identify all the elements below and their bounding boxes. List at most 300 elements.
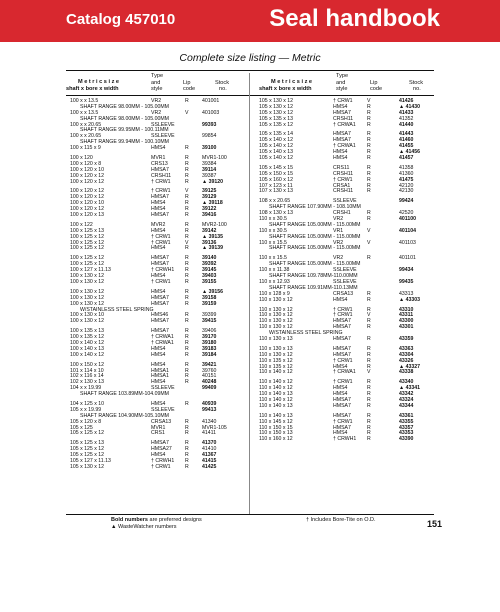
size-cell: 100 x 120 x 13 xyxy=(70,212,105,219)
lip-cell: R xyxy=(367,296,371,303)
size-cell: 108 x 130 x 13 xyxy=(259,210,294,217)
stock-number-cell: ▲ 43327 xyxy=(399,363,421,370)
size-cell: 110 x x 15.5 xyxy=(259,255,287,262)
size-row xyxy=(259,404,437,410)
lip-cell: R xyxy=(185,155,189,162)
size-cell: 105 x 130 x 12 xyxy=(259,98,294,104)
type-cell: † CRWA1 xyxy=(333,143,356,150)
stock-number-cell: ▲ 39156 xyxy=(202,288,224,295)
size-cell: 100 x 115 x 9 xyxy=(70,145,101,152)
type-cell: † CRWA1 xyxy=(151,339,174,346)
stock-number-cell: 43310 xyxy=(399,306,414,313)
type-cell: HMS4 xyxy=(151,273,166,280)
size-cell: 110 x 130 x 12 xyxy=(259,324,293,331)
lip-cell: R xyxy=(185,424,189,431)
size-cell: 105 x 125 xyxy=(70,424,93,431)
type-cell: CRSH11 xyxy=(333,115,354,122)
boretite-note: † Includes Bore-Tite on O.D. xyxy=(306,517,376,523)
stock-number-cell: 39760 xyxy=(202,367,217,374)
type-cell: † CRW1 xyxy=(333,176,353,183)
size-cell: 105 x 140 x 13 xyxy=(259,149,294,156)
range-note-text: SHAFT RANGE 105.00MM - 115.00MM xyxy=(269,221,361,228)
stock-number-cell: ▲ 39118 xyxy=(202,200,223,207)
type-cell: SSLEEVE xyxy=(151,121,175,128)
type-cell: † CRW1 xyxy=(333,357,353,364)
type-cell: CRSA1 xyxy=(333,182,351,189)
size-cell: 100 x 130 x 12 xyxy=(70,288,105,295)
catalog-number: Catalog 457010 xyxy=(66,11,176,28)
type-cell: HMSA7 xyxy=(151,318,169,325)
type-cell: CRSH11 xyxy=(333,188,354,195)
type-cell: † CRWH1 xyxy=(333,436,357,443)
stock-number-cell: ▲ 39120 xyxy=(202,178,224,185)
lip-cell: R xyxy=(185,206,189,213)
size-cell: 110 x 130 x 12 xyxy=(259,351,293,358)
lip-cell: V xyxy=(185,239,189,246)
stock-header-line2: no. xyxy=(413,86,421,93)
lip-cell: R xyxy=(367,379,371,386)
lip-cell: R xyxy=(367,363,371,370)
lip-cell: R xyxy=(185,255,189,262)
size-cell: 110 x 130 x 12 xyxy=(259,312,293,319)
size-cell: 110 x 140 x 12 xyxy=(259,369,293,376)
stock-number-cell: 39140 xyxy=(202,255,217,262)
size-cell: 100 x 150 x 12 xyxy=(70,361,105,368)
stock-number-cell: 43338 xyxy=(399,369,414,376)
type-cell: MVR1 xyxy=(151,155,166,162)
type-cell: HMSA7 xyxy=(333,345,351,352)
size-cell: 110 x 130 x 13 xyxy=(259,335,293,342)
stock-number-cell: 39184 xyxy=(202,351,217,358)
size-cell: 105 x 130 x 12 xyxy=(70,463,105,470)
lip-cell: R xyxy=(367,103,371,110)
type-cell: † CRWH1 xyxy=(151,457,175,464)
column-header-left xyxy=(66,73,246,97)
stock-number-cell: 41455 xyxy=(399,143,414,150)
stock-number-cell: 39170 xyxy=(202,334,217,341)
type-cell: HMSA7 xyxy=(151,255,169,262)
size-cell: 110 x x 30.5 xyxy=(259,227,287,234)
size-cell: 110 x 140 x 12 xyxy=(259,396,293,403)
type-cell: † CRW1 xyxy=(333,418,353,425)
type-cell: HMSA1 xyxy=(151,367,169,374)
wastewatcher-note: ▲ WasteWatcher numbers xyxy=(111,523,177,530)
type-cell: † CRW1 xyxy=(151,278,171,285)
type-cell: HMS4 xyxy=(151,379,166,386)
size-cell: 100 x x 13.5 xyxy=(70,98,99,104)
lip-cell: R xyxy=(185,339,189,346)
type-cell: SSLEEVE xyxy=(151,133,175,140)
lip-cell: R xyxy=(185,227,189,234)
stock-number-cell: 41360 xyxy=(399,170,414,177)
stock-number-cell: 41415 xyxy=(202,457,217,464)
lip-cell: R xyxy=(367,430,371,437)
stock-number-cell: 39158 xyxy=(202,294,217,301)
lip-cell: R xyxy=(185,233,189,240)
size-row xyxy=(70,353,246,359)
type-cell: HMS4 xyxy=(151,345,166,352)
type-cell: HMS4 xyxy=(151,206,166,213)
stock-number-cell: 43353 xyxy=(399,430,414,437)
lip-cell: V xyxy=(367,369,371,376)
type-cell: VR2 xyxy=(151,109,162,116)
size-cell: 100 x 125 x 12 xyxy=(70,255,105,262)
stock-number-cell: 39100 xyxy=(202,145,217,152)
lip-cell: R xyxy=(367,176,371,183)
type-header-line1: Type xyxy=(336,73,349,79)
lip-cell: R xyxy=(185,440,189,447)
range-note-text: SHAFT RANGE 105.00MM - 115.00MM xyxy=(269,233,361,240)
size-row xyxy=(259,298,437,304)
stock-number-cell: 39384 xyxy=(202,160,217,167)
type-cell: MVR2 xyxy=(151,221,166,228)
type-cell: HMSA7 xyxy=(333,402,351,409)
lip-cell: R xyxy=(367,412,371,419)
type-cell: HMSA7 xyxy=(151,212,169,219)
size-cell: 104 x x 19.99 xyxy=(70,385,102,392)
size-cell: 100 x x 20.65 xyxy=(70,121,102,128)
type-cell: † CRWA1 xyxy=(151,334,174,341)
stock-number-cell: 43326 xyxy=(399,357,414,364)
stock-number-cell: 39125 xyxy=(202,188,217,195)
size-row xyxy=(259,123,437,129)
type-cell: CRSH11 xyxy=(333,170,354,177)
stock-number-cell: 401100 xyxy=(399,216,417,223)
size-cell: 105 x 125 x 12 xyxy=(70,446,105,453)
size-row xyxy=(259,337,437,343)
stock-number-cell: 39142 xyxy=(202,227,217,234)
type-cell: VR2 xyxy=(333,255,344,262)
lip-cell: R xyxy=(367,109,371,116)
range-note-text: SHAFT RANGE 103.89MM-104.09MM xyxy=(80,391,169,398)
lip-cell: R xyxy=(185,98,189,104)
type-cell: CRS13 xyxy=(151,160,168,167)
stock-number-cell: ▲ 41456 xyxy=(399,149,421,156)
lip-cell: R xyxy=(185,328,189,335)
type-cell: HMSA7 xyxy=(151,294,169,301)
lip-cell: V xyxy=(367,239,371,246)
bold-note-strong: Bold numbers xyxy=(111,517,148,523)
range-note-text: SHAFT RANGE 109.78MM-110.00MM xyxy=(269,273,358,280)
size-cell: 105 x 130 x 12 xyxy=(259,109,294,116)
stock-number-cell: 43342 xyxy=(399,391,414,398)
type-cell: † CRW1 xyxy=(151,239,171,246)
size-header-line2: shaft x bore x width xyxy=(66,86,119,92)
size-row xyxy=(70,280,246,286)
size-row xyxy=(259,370,437,376)
stock-number-cell: 39416 xyxy=(202,212,217,219)
size-cell: 100 x 120 x 10 xyxy=(70,200,105,207)
stock-number-cell: 99434 xyxy=(399,267,414,274)
stock-number-cell: 42520 xyxy=(399,210,414,217)
size-row xyxy=(259,189,437,195)
size-cell: 110 x 130 x 12 xyxy=(259,296,293,303)
size-cell: 110 x 140 x 13 xyxy=(259,412,293,419)
size-cell: 100 x 120 x 12 xyxy=(70,178,105,185)
stock-number-cell: 41358 xyxy=(399,164,414,171)
size-cell: 102 x 130 x 13 xyxy=(70,379,105,386)
stock-number-cell: ▲ 43341 xyxy=(399,385,421,392)
stock-number-cell: 42130 xyxy=(399,188,414,195)
size-cell: 105 x 135 x 13 xyxy=(259,115,294,122)
lip-header-line2: code xyxy=(370,86,383,93)
column-divider xyxy=(249,73,250,514)
stock-header-line2: no. xyxy=(219,86,227,93)
lip-cell: R xyxy=(185,160,189,167)
size-cell: 100 x 120 x 12 xyxy=(70,172,105,179)
stock-number-cell: 43304 xyxy=(399,351,414,358)
size-cell: 108 x x 20.65 xyxy=(259,198,291,205)
size-cell: 100 x 120 x 12 xyxy=(70,188,105,195)
column-header-right xyxy=(259,73,439,97)
range-note-text: SHAFT RANGE 105.00MM - 115.00MM xyxy=(269,245,361,252)
type-cell: HMS4 xyxy=(333,385,348,392)
size-cell: 100 x 130 x 10 xyxy=(70,312,105,319)
type-cell: HMSA7 xyxy=(333,318,351,325)
stock-header-line1: Stock xyxy=(409,79,423,86)
stock-number-cell: 99409 xyxy=(202,385,217,392)
stock-number-cell: 43301 xyxy=(399,324,414,331)
type-cell: HMS4 xyxy=(333,103,348,110)
type-cell: HMSA7 xyxy=(151,300,169,307)
type-cell: HMS4 xyxy=(333,391,348,398)
lip-cell: R xyxy=(367,121,371,128)
stock-number-cell: 39180 xyxy=(202,339,217,346)
type-cell: HMSA7 xyxy=(151,194,169,201)
type-cell: HMS4 xyxy=(151,400,166,407)
lip-cell: R xyxy=(185,200,189,207)
type-cell: † CRW1 xyxy=(333,98,353,104)
size-row xyxy=(70,180,246,186)
size-cell: 107 x 123 x 11 xyxy=(259,182,293,189)
size-cell: 100 x 135 x 12 xyxy=(70,334,105,341)
range-note-text: W/STAINLESS STEEL SPRING xyxy=(269,330,343,337)
size-cell: 100 x 120 x 12 xyxy=(70,194,105,201)
type-cell: CRS1 xyxy=(151,430,165,437)
type-header-line3: style xyxy=(151,86,163,93)
type-cell: HMSA7 xyxy=(333,131,351,138)
size-header-line1: M e t r i c s i z e xyxy=(271,79,313,85)
stock-number-cell: 43357 xyxy=(399,424,414,431)
type-cell: HMS4 xyxy=(333,149,348,156)
size-row xyxy=(70,146,246,152)
type-cell: HMS4 xyxy=(151,200,166,207)
type-cell: HMSA7 xyxy=(333,424,351,431)
lip-cell: R xyxy=(185,457,189,464)
size-cell: 105 x 125 x 12 xyxy=(70,452,105,459)
size-header-line2: shaft x bore x width xyxy=(259,86,312,92)
lip-cell: R xyxy=(185,373,189,380)
stock-number-cell: 41352 xyxy=(399,115,414,122)
type-cell: † CRW1 xyxy=(333,306,353,313)
stock-number-cell: 41426 xyxy=(399,98,414,104)
type-cell: CRSH11 xyxy=(151,172,172,179)
catalog-header-band xyxy=(0,0,500,42)
size-cell: 110 x 150 x 15 xyxy=(259,424,293,431)
type-cell: HMS4 xyxy=(333,296,348,303)
stock-number-cell: 99424 xyxy=(399,198,414,205)
lip-header-line1: Lip xyxy=(370,79,378,86)
type-cell: HMS4 xyxy=(333,155,348,162)
type-cell: SSLEEVE xyxy=(151,385,175,392)
range-note-text: SHAFT RANGE 109.91MM-110.13MM xyxy=(269,284,358,291)
stock-number-cell: 41460 xyxy=(399,137,414,144)
size-cell: 105 x 140 x 12 xyxy=(259,137,294,144)
type-cell: † CRW1 xyxy=(333,379,353,386)
lip-cell: V xyxy=(367,227,371,234)
size-cell: 105 x 140 x 12 xyxy=(259,155,294,162)
type-cell: HMSA7 xyxy=(333,412,351,419)
size-cell: 100 x 135 x 13 xyxy=(70,328,105,335)
stock-number-cell: 43363 xyxy=(399,345,414,352)
lip-cell: R xyxy=(367,402,371,409)
type-cell: VR2 xyxy=(151,98,162,104)
type-cell: † CRW1 xyxy=(333,312,353,319)
size-row xyxy=(70,319,246,325)
type-cell: HMS4 xyxy=(151,361,166,368)
type-cell: HMS4 xyxy=(333,363,348,370)
stock-number-cell: 39136 xyxy=(202,239,217,246)
stock-number-cell: 39145 xyxy=(202,267,217,274)
size-cell: 105 x 145 x 15 xyxy=(259,164,294,171)
type-header-line2: and xyxy=(151,79,161,86)
size-cell: 110 x 135 x 12 xyxy=(259,357,293,364)
stock-number-cell: 43311 xyxy=(399,312,414,319)
stock-number-cell: ▲ 39139 xyxy=(202,245,224,252)
type-cell: HMSA7 xyxy=(333,351,351,358)
handbook-title: Seal handbook xyxy=(269,5,440,32)
stock-number-cell: 39129 xyxy=(202,194,217,201)
size-cell: 100 x 127 x 11.13 xyxy=(70,267,111,274)
lip-cell: R xyxy=(367,182,371,189)
lip-cell: R xyxy=(367,155,371,162)
lip-cell: R xyxy=(185,172,189,179)
stock-number-cell: 39415 xyxy=(202,318,217,325)
lip-cell: R xyxy=(185,273,189,280)
size-cell: 100 x 125 x 12 xyxy=(70,261,105,268)
range-note xyxy=(259,246,437,252)
lip-cell: R xyxy=(367,149,371,156)
type-cell: SSLEEVE xyxy=(333,278,357,285)
size-cell: 110 x 140 x 13 xyxy=(259,391,293,398)
lip-cell: R xyxy=(367,210,371,217)
stock-number-cell: 40939 xyxy=(202,400,217,407)
type-cell: HMSA27 xyxy=(151,446,172,453)
stock-number-cell: ▲ 41430 xyxy=(399,103,421,110)
bold-note xyxy=(111,517,202,524)
size-cell: 100 x x 20.65 xyxy=(70,133,102,140)
stock-number-cell: 99393 xyxy=(202,121,217,128)
size-cell: 110 x 140 x 13 xyxy=(259,402,293,409)
stock-number-cell: 43390 xyxy=(399,436,414,443)
footer-rule xyxy=(66,514,434,515)
lip-cell: R xyxy=(185,418,189,425)
lip-cell: R xyxy=(185,261,189,268)
lip-cell: V xyxy=(185,109,189,116)
lip-cell: R xyxy=(367,255,371,262)
range-note-text: SHAFT RANGE 107.90MM - 108.10MM xyxy=(269,204,361,211)
size-cell: 100 x 130 x 12 xyxy=(70,300,105,307)
size-cell: 110 x 130 x 12 xyxy=(259,318,293,325)
lip-cell: R xyxy=(367,137,371,144)
size-cell: 100 x 130 x 12 xyxy=(70,294,105,301)
size-header-line1: M e t r i c s i z e xyxy=(78,79,120,85)
stock-number-cell: 99854 xyxy=(202,133,217,140)
type-cell: CRS11 xyxy=(333,164,350,171)
stock-number-cell: 41340 xyxy=(202,418,217,425)
stock-number-cell: 401101 xyxy=(399,255,416,262)
footer-legend xyxy=(111,517,202,530)
lip-cell: R xyxy=(367,216,371,223)
lip-cell: R xyxy=(185,334,189,341)
range-note-text: SHAFT RANGE 104.90MM-105.10MM xyxy=(80,412,169,419)
lip-cell: R xyxy=(185,452,189,459)
lip-cell: R xyxy=(185,367,189,374)
stock-number-cell: 43313 xyxy=(399,290,414,297)
type-cell: HMS4 xyxy=(151,245,166,252)
size-cell: 110 x 128 x 9 xyxy=(259,290,290,297)
type-cell: CRSH1 xyxy=(333,210,351,217)
lip-cell: R xyxy=(185,221,189,228)
stock-number-cell: 39114 xyxy=(202,166,217,173)
size-cell: 104 x 125 x 10 xyxy=(70,400,105,407)
type-cell: † CRWA1 xyxy=(333,369,356,376)
type-cell: † CRW1 xyxy=(151,233,171,240)
size-cell: 105 x 125 x 13 xyxy=(70,440,105,447)
lip-cell: R xyxy=(185,430,189,437)
stock-number-cell: 39159 xyxy=(202,300,217,307)
size-row xyxy=(70,465,246,471)
size-row xyxy=(70,246,246,252)
type-cell: HMS4 xyxy=(151,145,166,152)
lip-cell: V xyxy=(367,312,371,319)
size-cell: 110 x 135 x 12 xyxy=(259,363,293,370)
size-cell: 110 x 130 x 12 xyxy=(259,306,293,313)
lip-cell: R xyxy=(185,300,189,307)
size-cell: 105 x 135 x 14 xyxy=(259,131,294,138)
lip-cell: R xyxy=(367,324,371,331)
type-cell: CRSA13 xyxy=(151,418,172,425)
lip-cell: R xyxy=(367,351,371,358)
stock-number-cell: MVR1-105 xyxy=(202,424,227,431)
size-cell: 105 x 130 x 12 xyxy=(259,103,294,110)
size-cell: 100 x 125 x 13 xyxy=(70,227,105,234)
type-cell: SSLEEVE xyxy=(333,198,357,205)
size-cell: 110 x 130 x 13 xyxy=(259,345,293,352)
stock-number-cell: 41367 xyxy=(202,452,217,459)
size-cell: 100 x 122 xyxy=(70,221,93,228)
size-row xyxy=(259,156,437,162)
lip-header-line1: Lip xyxy=(183,79,191,86)
lip-cell: R xyxy=(185,463,189,470)
lip-cell: R xyxy=(367,131,371,138)
size-cell: 100 x 125 x 12 xyxy=(70,233,105,240)
stock-number-cell: 99413 xyxy=(202,406,217,413)
type-cell: † CRWA1 xyxy=(333,121,356,128)
lip-cell: R xyxy=(367,188,371,195)
lip-cell: R xyxy=(367,115,371,122)
size-cell: 110 x x 30.5 xyxy=(259,216,287,223)
stock-number-cell: MVR2-100 xyxy=(202,221,227,228)
lip-cell: R xyxy=(185,278,189,285)
lip-cell: R xyxy=(185,194,189,201)
size-cell: 100 x 120 x 10 xyxy=(70,166,105,173)
type-cell: † CRW1 xyxy=(151,188,171,195)
range-note-text: SHAFT RANGE 99.95MM - 100.11MM xyxy=(80,127,169,134)
stock-number-cell: 43324 xyxy=(399,396,414,403)
lip-cell: R xyxy=(367,345,371,352)
type-header-line2: and xyxy=(336,79,346,86)
